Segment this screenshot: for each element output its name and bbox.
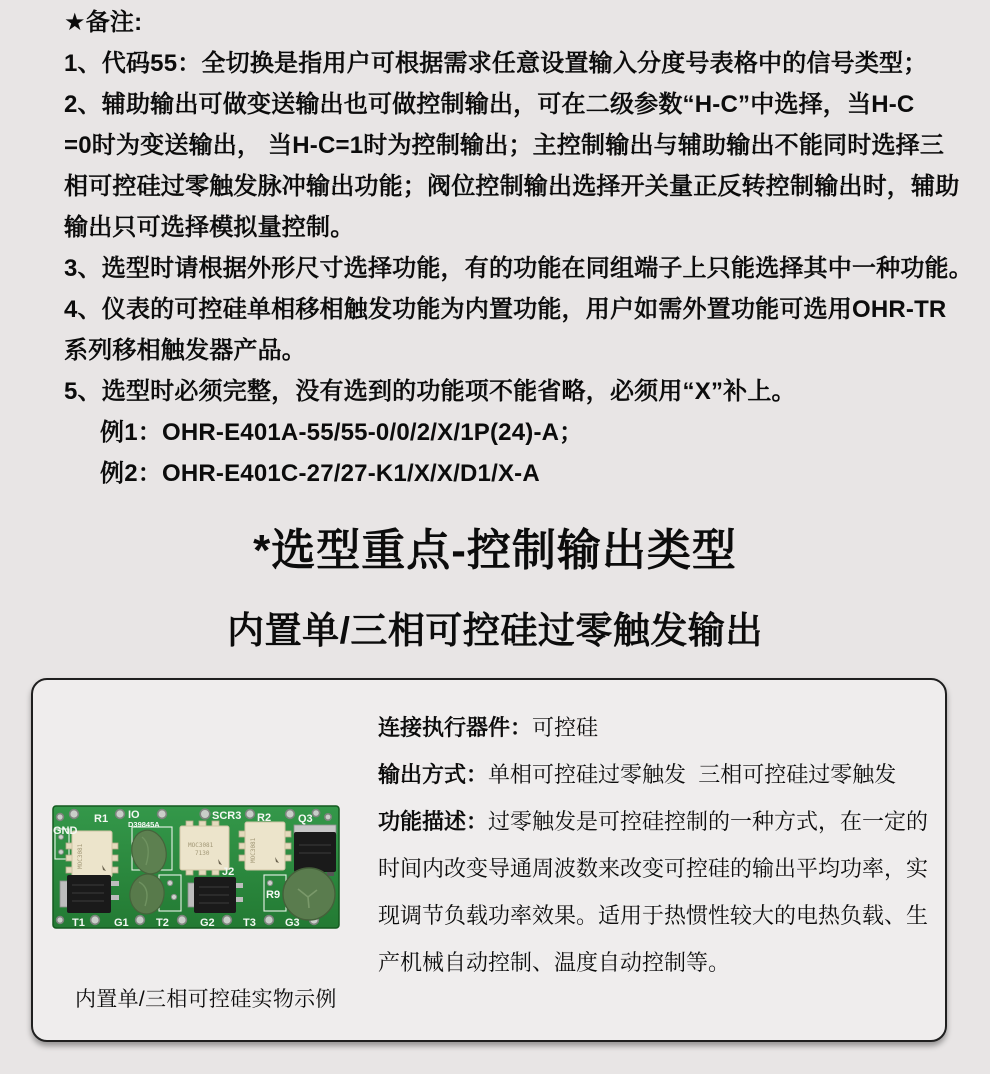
- notes-section: [64, 2, 976, 494]
- notes-header: ★备注:: [64, 9, 143, 36]
- note-line-3: =0时为变送输出， 当H-C=1时为控制输出；主控制输出与辅助输出不能同时选择三: [64, 132, 945, 159]
- note-example-2: 例2：OHR-E401C-27/27-K1/X/X/D1/X-A: [100, 460, 540, 487]
- pcb-label-io: IO: [128, 809, 140, 821]
- chip1-print: MOC3081: [77, 843, 84, 869]
- note-line-7: 4、仪表的可控硅单相移相触发功能为内置功能，用户如需外置功能可选用OHR-TR: [64, 296, 947, 323]
- pcb-label-g3: G3: [285, 917, 300, 929]
- pcb-label-scr3: SCR3: [212, 810, 242, 822]
- pcb-label-t1: T1: [72, 917, 85, 929]
- note-example-1: 例1：OHR-E401A-55/55-0/0/2/X/1P(24)-A；: [100, 419, 584, 446]
- power-transistor-t1: [60, 875, 119, 913]
- chip2-print-sub: 7130: [195, 850, 210, 857]
- pcb-label-r1: R1: [94, 813, 109, 825]
- pcb-label-d39845a: D39845A: [128, 820, 160, 829]
- spec-row-actuator: [378, 704, 938, 751]
- spec-value-output-mode: 单相可控硅过零触发 三相可控硅过零触发: [488, 762, 897, 787]
- product-card: [31, 678, 947, 1042]
- pcb-label-g1: G1: [114, 917, 129, 929]
- pcb-label-t2: T2: [156, 917, 169, 929]
- note-line-6: 3、选型时请根据外形尺寸选择功能，有的功能在同组端子上只能选择其中一种功能。: [64, 255, 973, 282]
- note-line-9: 5、选型时必须完整，没有选到的功能项不能省略，必须用“X”补上。: [64, 378, 796, 405]
- spec-label-output-mode: 输出方式：: [378, 762, 489, 787]
- spec-label-description: 功能描述：: [378, 809, 489, 834]
- spec-list: [378, 704, 938, 986]
- chip2-print: MOC3081: [188, 842, 214, 849]
- pcb-caption: 内置单/三相可控硅实物示例: [75, 988, 337, 1011]
- note-line-1: 1、代码55：全切换是指用户可根据需求任意设置输入分度号表格中的信号类型；: [64, 50, 928, 77]
- pcb-label-gnd: GND: [53, 825, 78, 837]
- section-title: *选型重点-控制输出类型: [253, 526, 737, 575]
- optocoupler-chip-1: [66, 831, 118, 877]
- pcb-label-r9: R9: [266, 889, 281, 901]
- spec-row-output-mode: [378, 751, 938, 798]
- note-line-2: 2、辅助输出可做变送输出也可做控制输出，可在二级参数“H-C”中选择，当H-C: [64, 91, 915, 118]
- chip3-print: MOC3081: [250, 837, 257, 863]
- spec-value-description: 过零触发是可控硅控制的一种方式，在一定的时间内改变导通周波数来改变可控硅的输出平均功率，实现调节负载功率效果。适用于热惯性较大的电热负载、生产机械自动控制、温度自动控制等。: [378, 809, 929, 975]
- pcb-board-image: [52, 805, 340, 929]
- pcb-label-t3: T3: [243, 917, 256, 929]
- power-transistor-t2: [188, 877, 243, 913]
- pcb-label-r2: R2: [257, 812, 272, 824]
- pcb-label-g2: G2: [200, 917, 215, 929]
- note-line-5: 输出只可选择模拟量控制。: [64, 214, 355, 241]
- pcb-photo: [52, 805, 340, 929]
- pcb-label-j2: J2: [222, 866, 235, 878]
- section-subtitle: 内置单/三相可控硅过零触发输出: [227, 610, 763, 651]
- optocoupler-chip-3: [239, 822, 291, 870]
- pcb-label-q3: Q3: [298, 813, 313, 825]
- spec-row-description: [378, 798, 938, 986]
- note-line-8: 系列移相触发器产品。: [64, 337, 306, 364]
- note-line-4: 相可控硅过零触发脉冲输出功能；阀位控制输出选择开关量正反转控制输出时，辅助: [64, 173, 960, 200]
- spec-value-actuator: 可控硅: [532, 715, 599, 740]
- spec-label-actuator: 连接执行器件：: [378, 715, 533, 740]
